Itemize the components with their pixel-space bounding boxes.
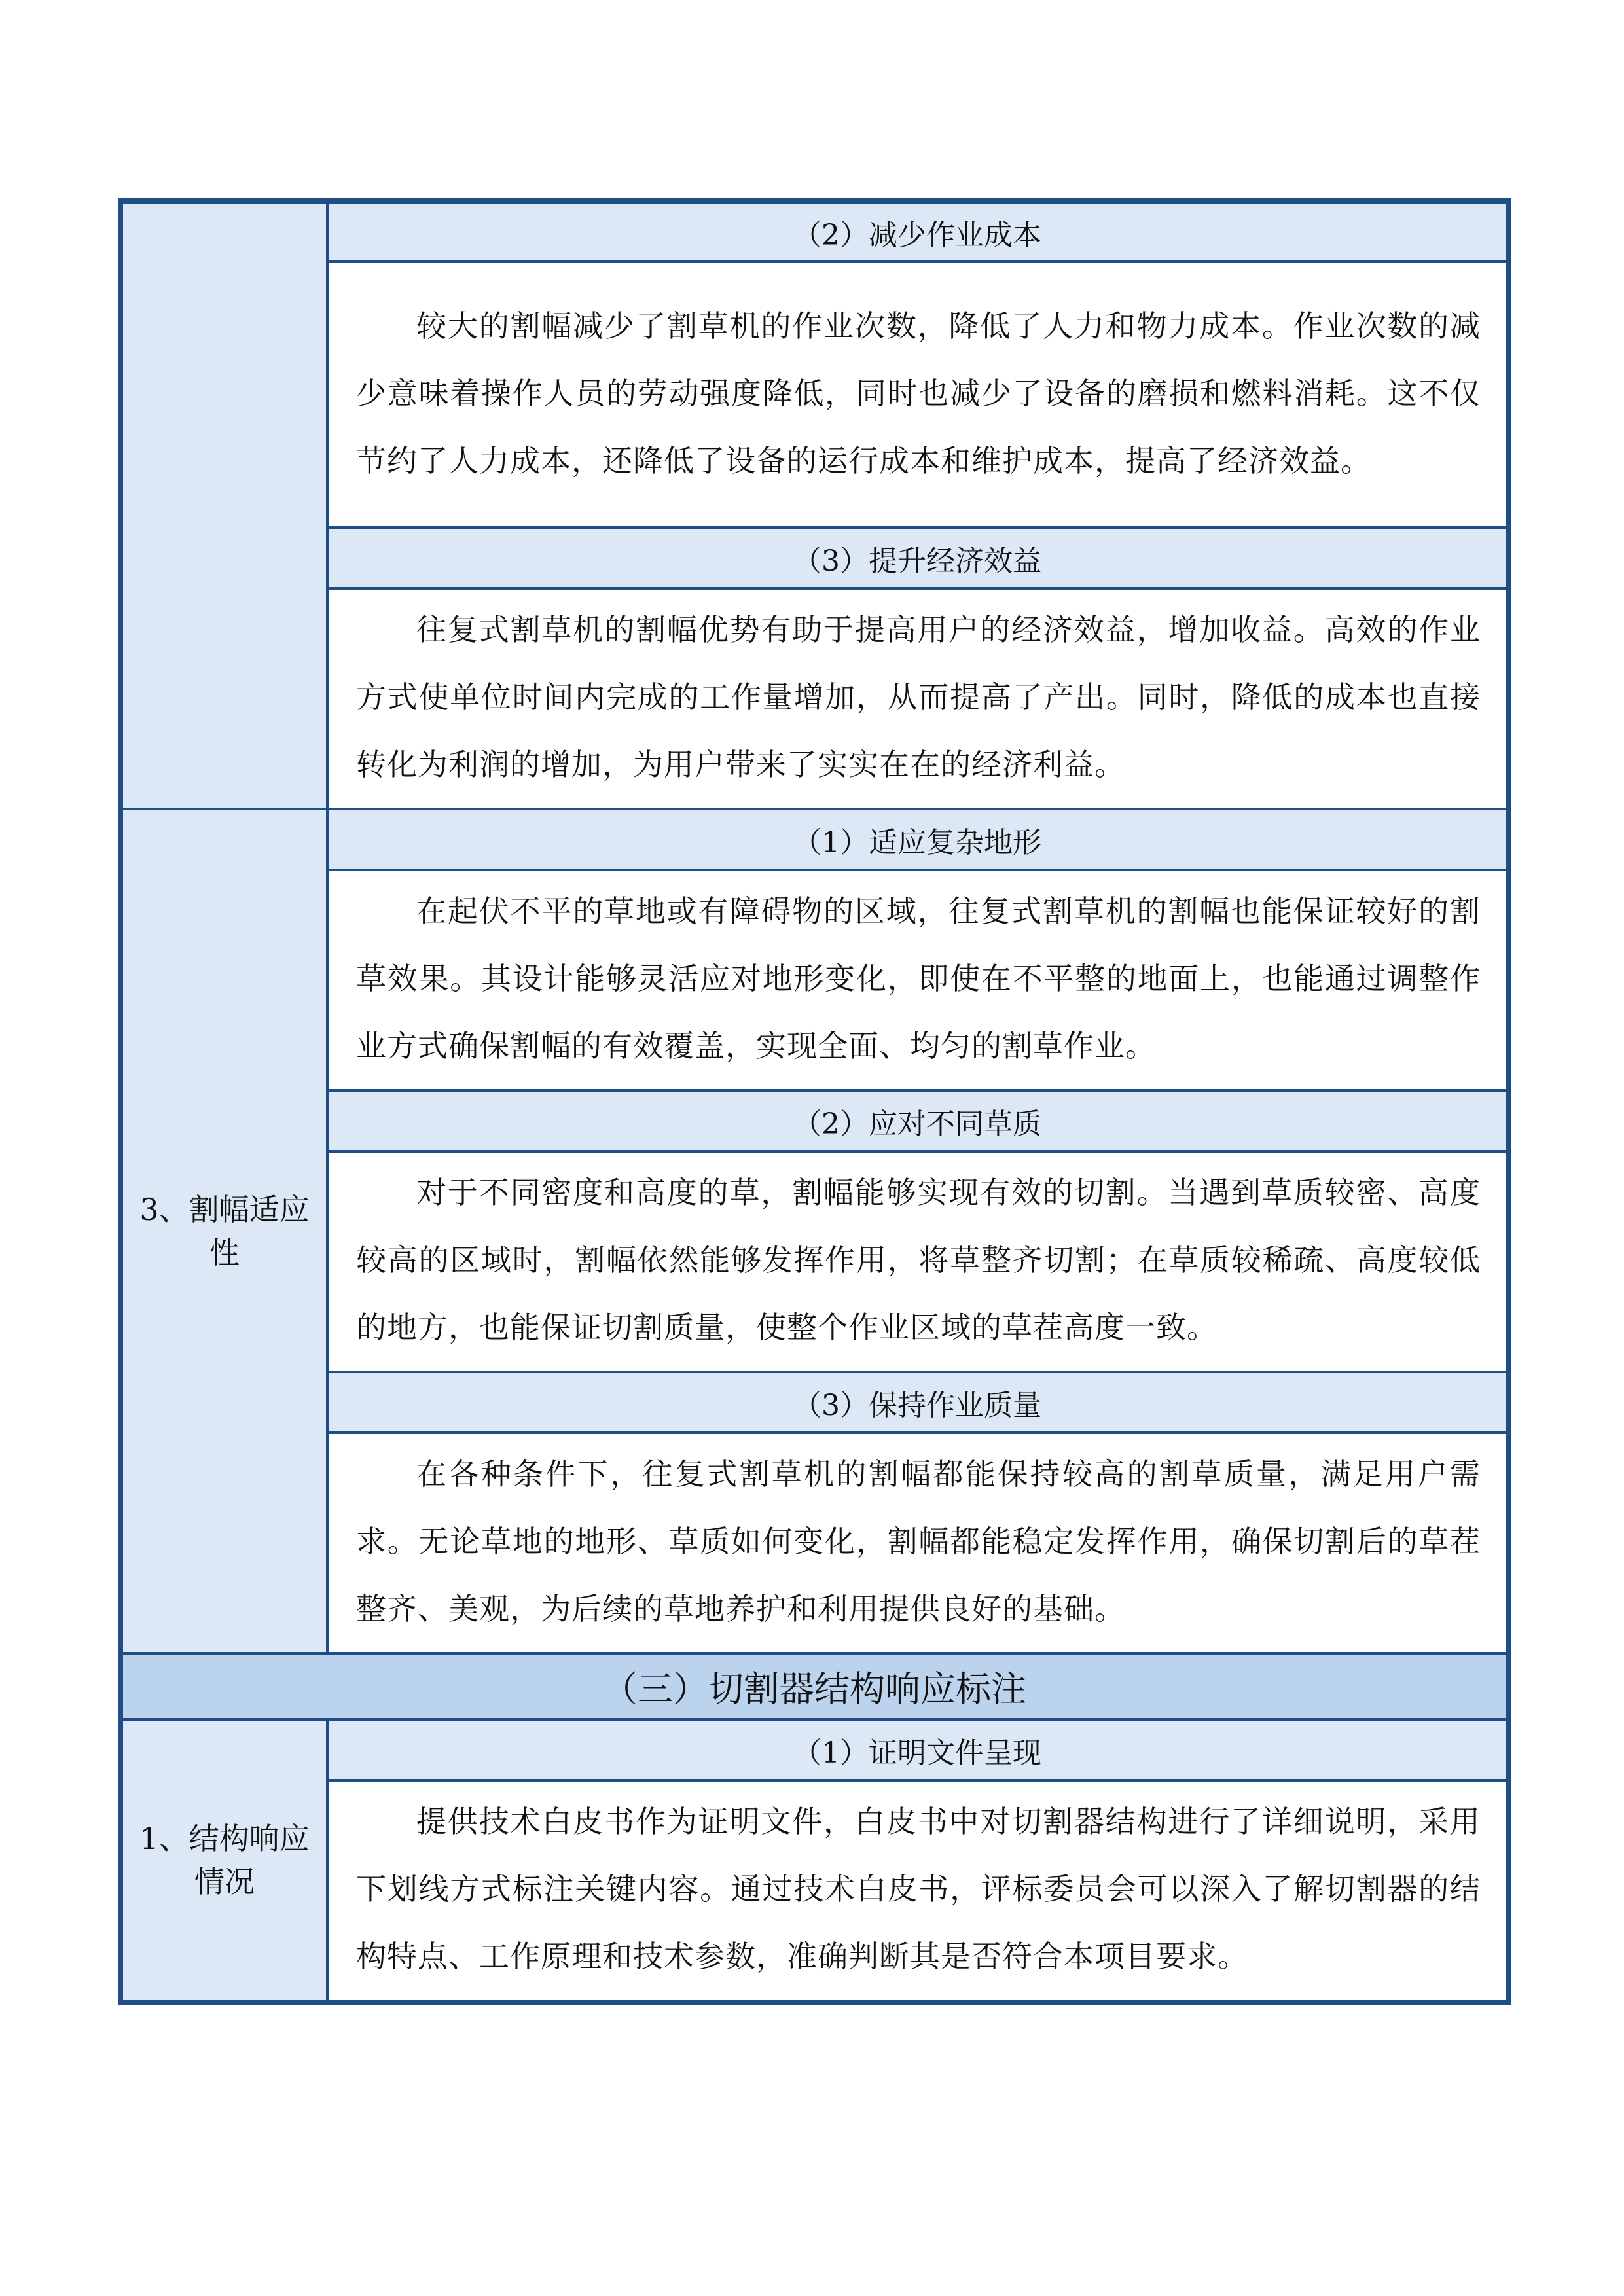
subheading-terrain: （1）适应复杂地形 (327, 809, 1508, 870)
body-reduce-cost: 较大的割幅减少了割草机的作业次数，降低了人力和物力成本。作业次数的减少意味着操作人员的劳动强度降低，同时也减少了设备的磨损和燃料消耗。这不仅节约了人力成本，还降低了设备的运行成本和维护成本，提高了经济效益。 (327, 262, 1508, 528)
subheading-grass-type: （2）应对不同草质 (327, 1090, 1508, 1151)
subheading-economic-benefit: （3）提升经济效益 (327, 528, 1508, 588)
category-cutting-width-adaptability: 3、割幅适应性 (120, 809, 327, 1653)
subheading-reduce-cost: （2）减少作业成本 (327, 201, 1508, 262)
category-structure-response: 1、结构响应情况 (120, 1719, 327, 2002)
response-table (118, 198, 1511, 2005)
body-quality: 在各种条件下，往复式割草机的割幅都能保持较高的割草质量，满足用户需求。无论草地的地形、草质如何变化，割幅都能稳定发挥作用，确保切割后的草茬整齐、美观，为后续的草地养护和利用提供良好的基础。 (327, 1433, 1508, 1653)
subheading-proof-document: （1）证明文件呈现 (327, 1719, 1508, 1780)
category-cell-continued (120, 201, 327, 809)
body-terrain: 在起伏不平的草地或有障碍物的区域，往复式割草机的割幅也能保证较好的割草效果。其设计能够灵活应对地形变化，即使在不平整的地面上，也能通过调整作业方式确保割幅的有效覆盖，实现全面、均匀的割草作业。 (327, 870, 1508, 1090)
subheading-quality: （3）保持作业质量 (327, 1372, 1508, 1433)
section-title: （三）切割器结构响应标注 (120, 1653, 1508, 1719)
body-grass-type: 对于不同密度和高度的草，割幅能够实现有效的切割。当遇到草质较密、高度较高的区域时，割幅依然能够发挥作用，将草整齐切割；在草质较稀疏、高度较低的地方，也能保证切割质量，使整个作业区域的草茬高度一致。 (327, 1151, 1508, 1372)
body-economic-benefit: 往复式割草机的割幅优势有助于提高用户的经济效益，增加收益。高效的作业方式使单位时间内完成的工作量增加，从而提高了产出。同时，降低的成本也直接转化为利润的增加，为用户带来了实实在在的经济利益。 (327, 588, 1508, 809)
body-proof-document: 提供技术白皮书作为证明文件，白皮书中对切割器结构进行了详细说明，采用下划线方式标注关键内容。通过技术白皮书，评标委员会可以深入了解切割器的结构特点、工作原理和技术参数，准确判断其是否符合本项目要求。 (327, 1780, 1508, 2002)
